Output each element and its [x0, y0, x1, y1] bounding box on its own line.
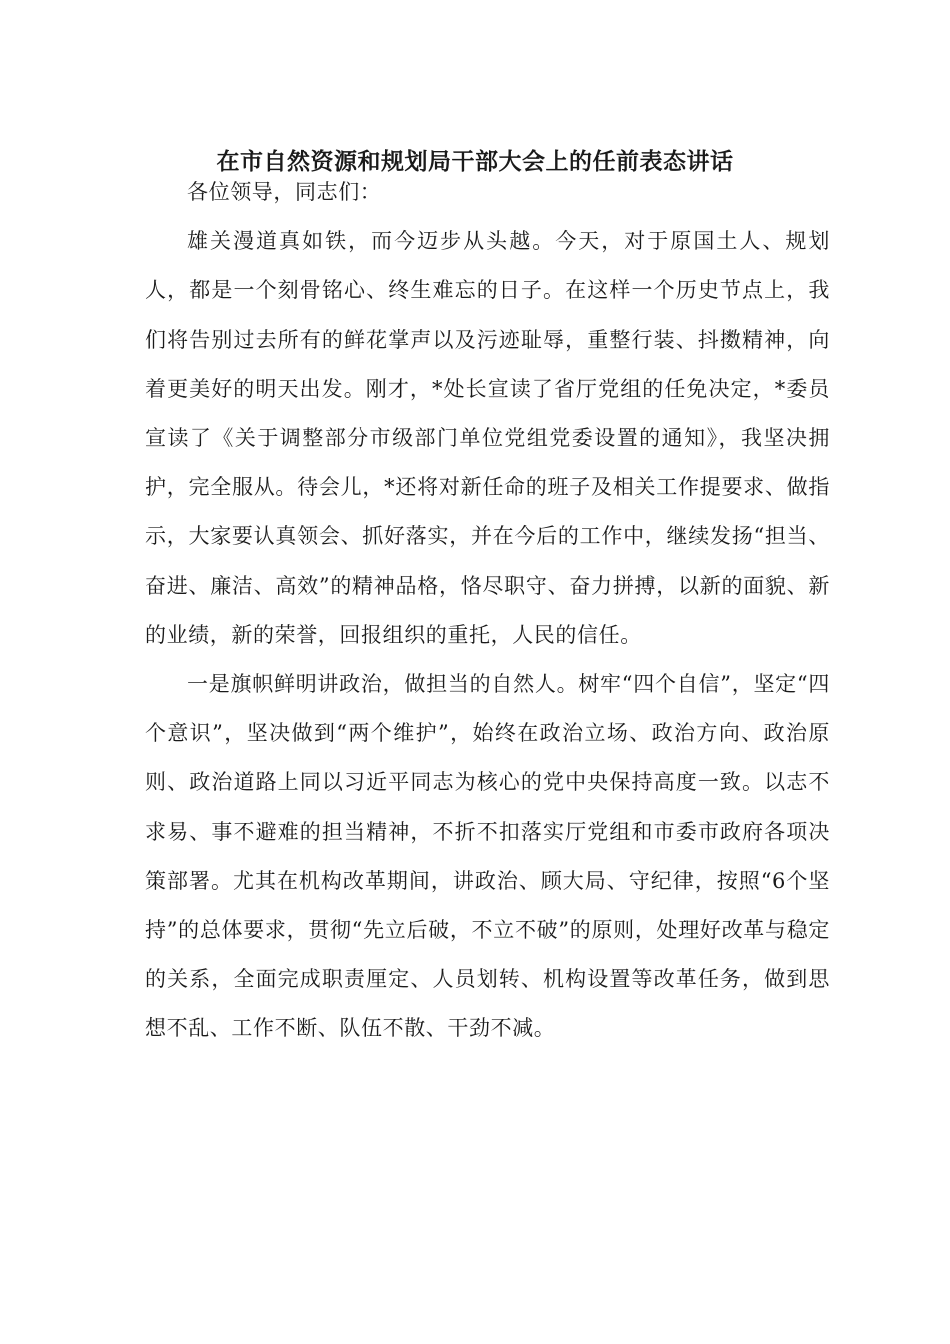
- document-body: [145, 168, 830, 1054]
- paragraph-opening: 雄关漫道真如铁，而今迈步从头越。今天，对于原国土人、规划人，都是一个刻骨铭心、终生难忘的日子。在这样一个历史节点上，我们将告别过去所有的鲜花掌声以及污迹耻辱，重整行装、抖擞精神，向着更美好的明天出发。刚才，*处长宣读了省厅党组的任免决定，*委员宣读了《关于调整部分市级部门单位党组党委设置的通知》，我坚决拥护，完全服从。待会儿，*还将对新任命的班子及相关工作提要求、做指示，大家要认真领会、抓好落实，并在今后的工作中，继续发扬“担当、奋进、廉洁、高效”的精神品格，恪尽职守、奋力拼搏，以新的面貌、新的业绩，新的荣誉，回报组织的重托，人民的信任。: [145, 229, 830, 647]
- document-title: 在市自然资源和规划局干部大会上的任前表态讲话: [216, 148, 734, 175]
- salutation: 各位领导，同志们：: [187, 180, 382, 204]
- paragraph-politics: 一是旗帜鲜明讲政治，做担当的自然人。树牢“四个自信”，坚定“四个意识”，坚决做到“两个维护”，始终在政治立场、政治方向、政治原则、政治道路上同以习近平同志为核心的党中央保持高度一致。以志不求易、事不避难的担当精神，不折不扣落实厅党组和市委市政府各项决策部署。尤其在机构改革期间，讲政治、顾大局、守纪律，按照“6个坚持”的总体要求，贯彻“先立后破，不立不破”的原则，处理好改革与稳定的关系，全面完成职责厘定、人员划转、机构设置等改革任务，做到思想不乱、工作不断、队伍不散、干劲不减。: [145, 672, 830, 1041]
